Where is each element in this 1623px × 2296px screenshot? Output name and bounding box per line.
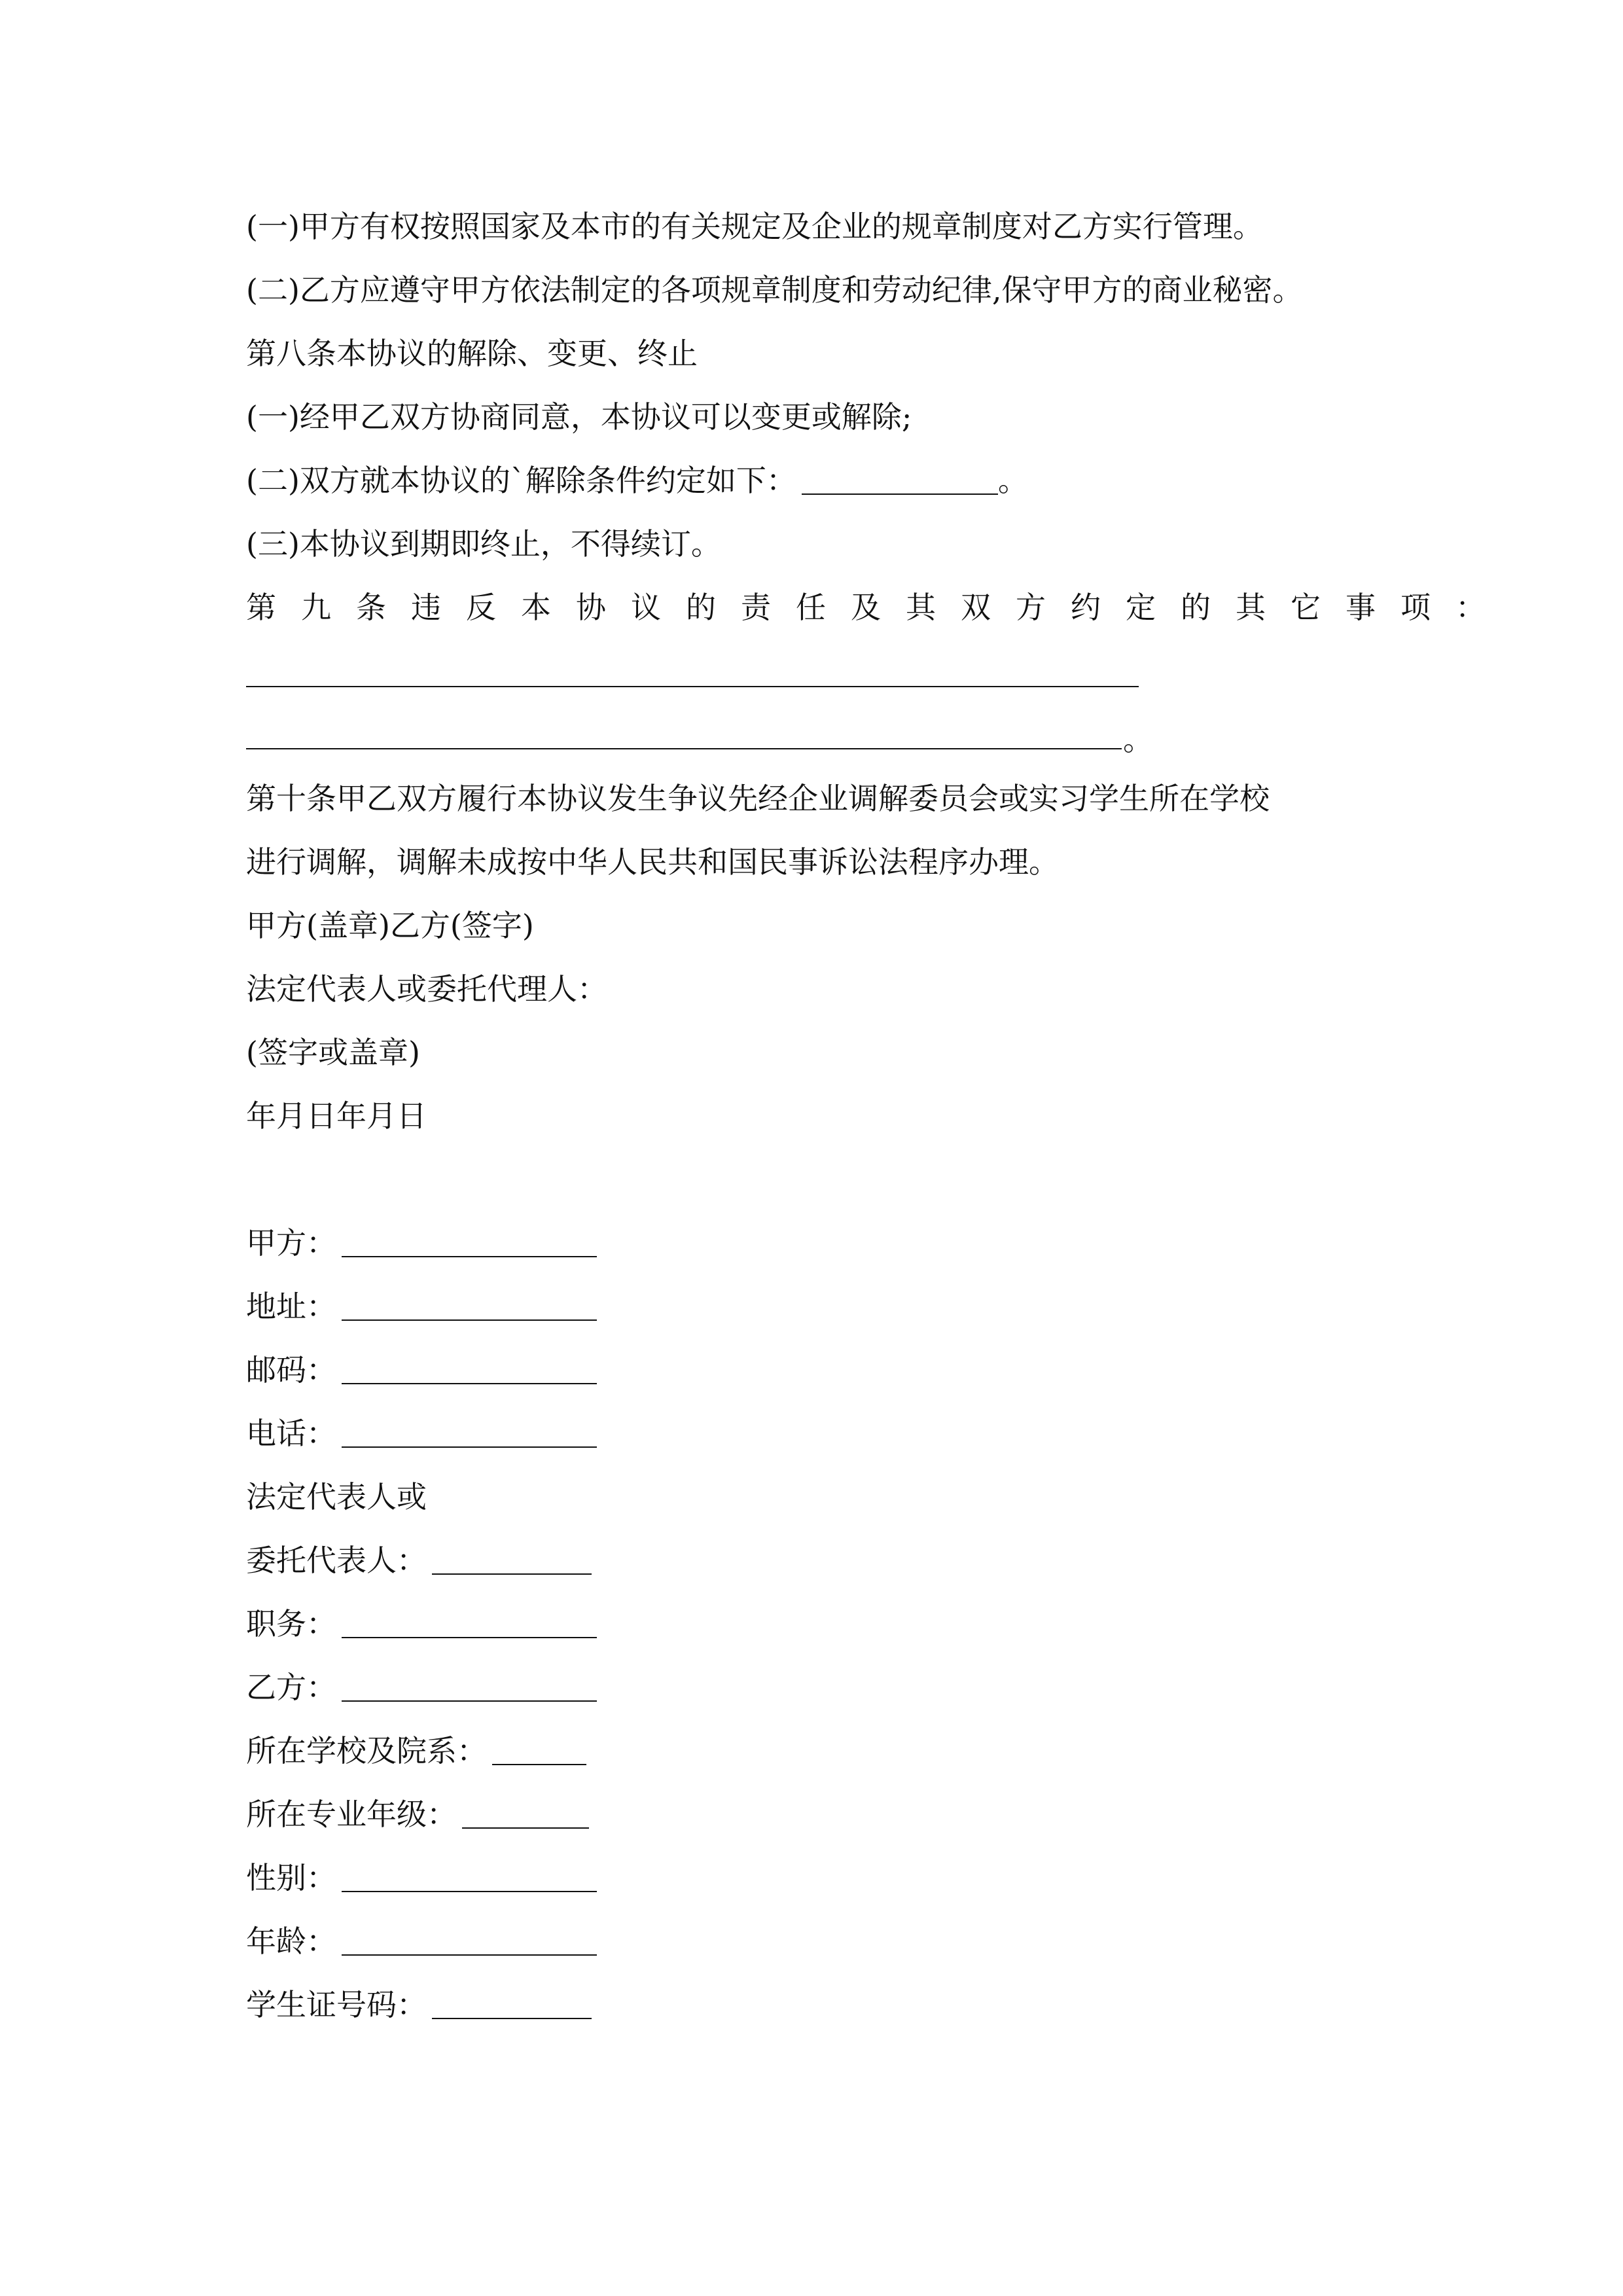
signature-parties: 甲方(盖章)乙方(签字): [246, 908, 534, 943]
gender-field[interactable]: [342, 1890, 597, 1892]
form-postcode: [246, 1350, 597, 1390]
form-school-dept-label: 所在学校及院系：: [246, 1733, 487, 1768]
form-position: [246, 1604, 597, 1643]
clause-9-blank-line-2[interactable]: [246, 748, 1122, 749]
signature-sign-or-seal: (签字或盖章): [246, 1035, 420, 1070]
legal-rep-field[interactable]: [432, 1573, 592, 1575]
form-position-label: 职务：: [246, 1606, 336, 1641]
form-student-id-label: 学生证号码：: [246, 1987, 427, 2022]
clause-10-line-2: 进行调解，调解未成按中华人民共和国民事诉讼法程序办理。: [246, 844, 1059, 880]
major-grade-field[interactable]: [462, 1827, 589, 1829]
form-party-b-label: 乙方：: [246, 1670, 336, 1705]
age-field[interactable]: [342, 1954, 597, 1956]
signature-representative: 法定代表人或委托代理人：: [246, 971, 607, 1007]
student-id-field[interactable]: [432, 2017, 592, 2019]
form-legal-rep-label: 委托代表人：: [246, 1543, 427, 1578]
form-gender-label: 性别：: [246, 1860, 336, 1895]
clause-8-item-2-text: (二)双方就本协议的`解除条件约定如下：: [246, 463, 796, 498]
clause-8-item-1: (一)经甲乙双方协商同意，本协议可以变更或解除;: [246, 399, 912, 435]
form-legal-rep-line-2: [246, 1541, 592, 1580]
form-phone-label: 电话：: [246, 1416, 336, 1451]
form-party-a: [246, 1223, 597, 1263]
phone-field[interactable]: [342, 1446, 597, 1448]
form-party-b: [246, 1668, 597, 1707]
clause-7-item-1: (一)甲方有权按照国家及本市的有关规定及企业的规章制度对乙方实行管理。: [246, 209, 1263, 244]
form-major-grade-label: 所在专业年级：: [246, 1797, 457, 1832]
form-gender: [246, 1858, 597, 1897]
clause-9-title: 第九条违反本协议的责任及其双方约定的其它事项：: [246, 590, 1510, 625]
position-field[interactable]: [342, 1636, 597, 1638]
clause-8-item-3: (三)本协议到期即终止，不得续订。: [246, 526, 721, 562]
form-school-dept: [246, 1731, 586, 1770]
address-field[interactable]: [342, 1319, 597, 1321]
termination-conditions-blank[interactable]: [802, 493, 998, 495]
clause-8-item-2: [246, 461, 1028, 500]
form-party-a-label: 甲方：: [246, 1225, 336, 1261]
signature-dates: 年月日年月日: [246, 1098, 427, 1134]
clause-7-item-2: (二)乙方应遵守甲方依法制定的各项规章制度和劳动纪律,保守甲方的商业秘密。: [246, 272, 1303, 308]
form-postcode-label: 邮码：: [246, 1352, 336, 1388]
school-dept-field[interactable]: [492, 1763, 586, 1765]
form-legal-rep-line-1: 法定代表人或: [246, 1479, 427, 1515]
party-b-field[interactable]: [342, 1700, 597, 1702]
form-student-id: [246, 1985, 592, 2024]
form-age: [246, 1922, 597, 1961]
clause-9-blank-line-1[interactable]: [246, 686, 1139, 687]
postcode-field[interactable]: [342, 1382, 597, 1384]
form-address-label: 地址：: [246, 1289, 336, 1324]
clause-10-line-1: 第十条甲乙双方履行本协议发生争议先经企业调解委员会或实习学生所在学校: [246, 781, 1270, 816]
form-age-label: 年龄：: [246, 1924, 336, 1959]
clause-8-title: 第八条本协议的解除、变更、终止: [246, 336, 698, 371]
party-a-field[interactable]: [342, 1255, 597, 1257]
form-phone: [246, 1414, 597, 1453]
form-major-grade: [246, 1795, 589, 1834]
form-address: [246, 1287, 597, 1326]
clause-9-end: 。: [1123, 722, 1153, 757]
clause-8-item-2-end: 。: [997, 463, 1028, 498]
